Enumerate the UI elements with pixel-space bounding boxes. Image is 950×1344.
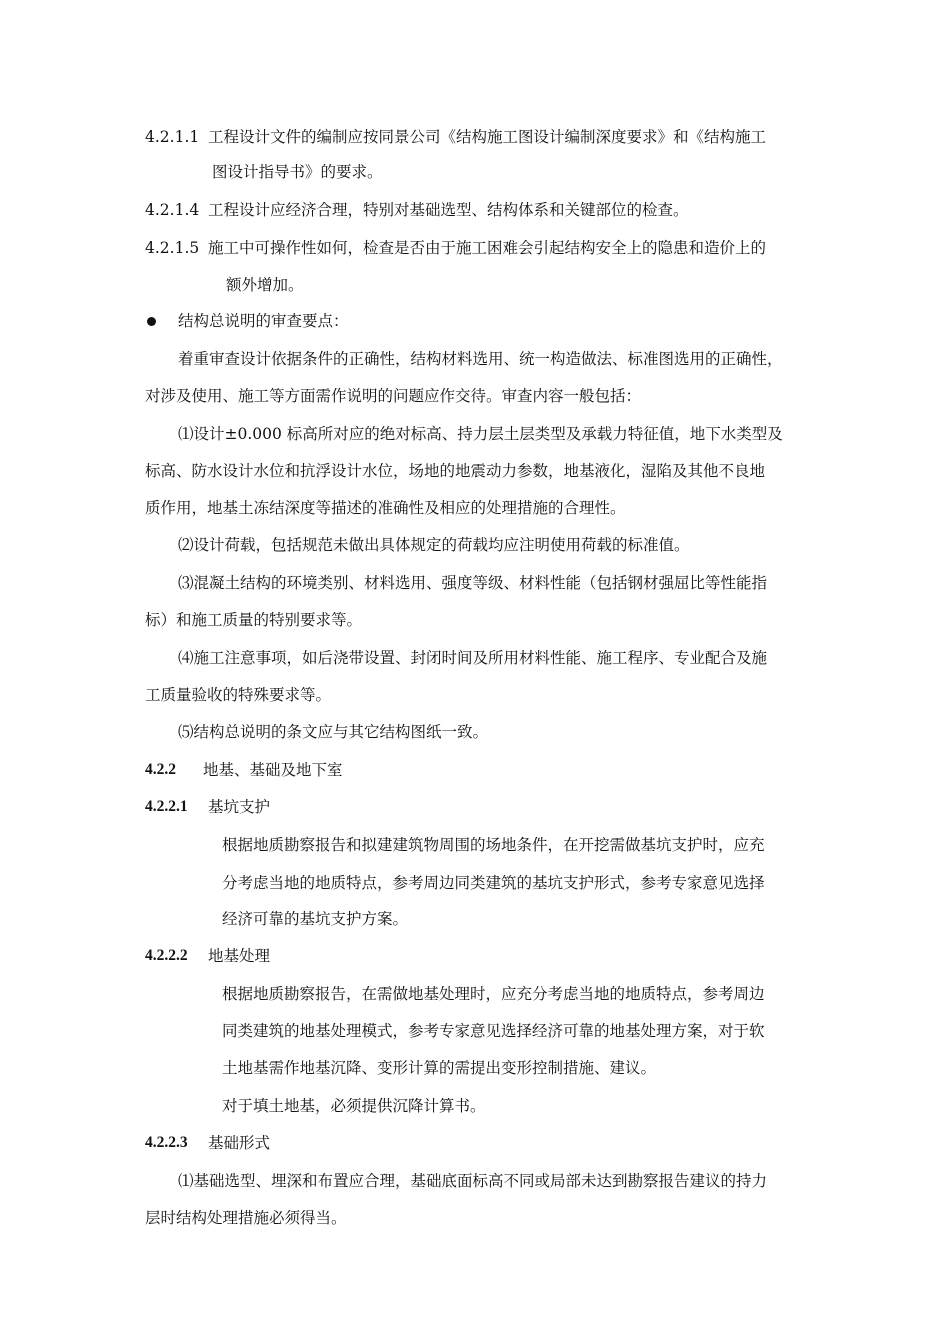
section-number: 4.2.2 [145, 761, 176, 778]
paragraph-line: 施工中可操作性如何，检查是否由于施工困难会引起结构安全上的隐患和造价上的 [208, 239, 767, 257]
bullet-title: 结构总说明的审查要点： [178, 312, 349, 330]
bullet-icon [147, 317, 156, 326]
section-title: 地基处理 [208, 947, 271, 965]
section-number: 4.2.1.5 [145, 239, 200, 257]
paragraph-line: 质作用，地基土冻结深度等描述的准确性及相应的处理措施的合理性。 [145, 499, 626, 517]
paragraph-line: 同类建筑的地基处理模式，参考专家意见选择经济可靠的地基处理方案，对于软 [222, 1022, 765, 1040]
paragraph-line: 图设计指导书》的要求。 [212, 163, 383, 181]
section-number: 4.2.1.4 [145, 201, 200, 219]
paragraph-line: 工程设计文件的编制应按同景公司《结构施工图设计编制深度要求》和《结构施工 [208, 128, 767, 146]
section-number: 4.2.2.2 [145, 947, 188, 964]
paragraph-line: ⑴设计±0.000 标高所对应的绝对标高、持力层土层类型及承载力特征值，地下水类型及 [178, 425, 783, 443]
section-number: 4.2.2.1 [145, 798, 188, 815]
paragraph-line: 工程设计应经济合理，特别对基础选型、结构体系和关键部位的检查。 [208, 201, 689, 219]
paragraph-line: ⑸结构总说明的条文应与其它结构图纸一致。 [178, 723, 489, 741]
paragraph-line: 经济可靠的基坑支护方案。 [222, 910, 409, 928]
section-title: 地基、基础及地下室 [203, 761, 343, 779]
section-title: 基础形式 [208, 1134, 271, 1152]
paragraph-line: ⑵设计荷载，包括规范未做出具体规定的荷载均应注明使用荷载的标准值。 [178, 536, 690, 554]
section-number: 4.2.1.1 [145, 128, 200, 146]
paragraph-line: 根据地质勘察报告，在需做地基处理时，应充分考虑当地的地质特点，参考周边 [222, 985, 765, 1003]
section-number: 4.2.2.3 [145, 1134, 188, 1151]
paragraph-line: 额外增加。 [226, 276, 304, 294]
paragraph-line: 对于填土地基，必须提供沉降计算书。 [222, 1097, 486, 1115]
paragraph-line: 工质量验收的特殊要求等。 [145, 686, 332, 704]
paragraph-line: 分考虑当地的地质特点，参考周边同类建筑的基坑支护形式，参考专家意见选择 [222, 874, 765, 892]
paragraph-line: 根据地质勘察报告和拟建建筑物周围的场地条件，在开挖需做基坑支护时，应充 [222, 836, 765, 854]
paragraph-line: 标高、防水设计水位和抗浮设计水位，场地的地震动力参数，地基液化，湿陷及其他不良地 [145, 462, 766, 480]
paragraph-line: ⑶混凝土结构的环境类别、材料选用、强度等级、材料性能（包括钢材强屈比等性能指 [178, 574, 768, 592]
paragraph-line: 着重审查设计依据条件的正确性，结构材料选用、统一构造做法、标准图选用的正确性， [178, 350, 783, 368]
paragraph-line: ⑷施工注意事项，如后浇带设置、封闭时间及所用材料性能、施工程序、专业配合及施 [178, 649, 768, 667]
paragraph-line: 标）和施工质量的特别要求等。 [145, 611, 363, 629]
paragraph-line: 层时结构处理措施必须得当。 [145, 1209, 347, 1227]
paragraph-line: 对涉及使用、施工等方面需作说明的问题应作交待。审查内容一般包括： [145, 387, 642, 405]
paragraph-line: 土地基需作地基沉降、变形计算的需提出变形控制措施、建议。 [222, 1059, 657, 1077]
section-title: 基坑支护 [208, 798, 271, 816]
paragraph-line: ⑴基础选型、埋深和布置应合理，基础底面标高不同或局部未达到勘察报告建议的持力 [178, 1172, 768, 1190]
